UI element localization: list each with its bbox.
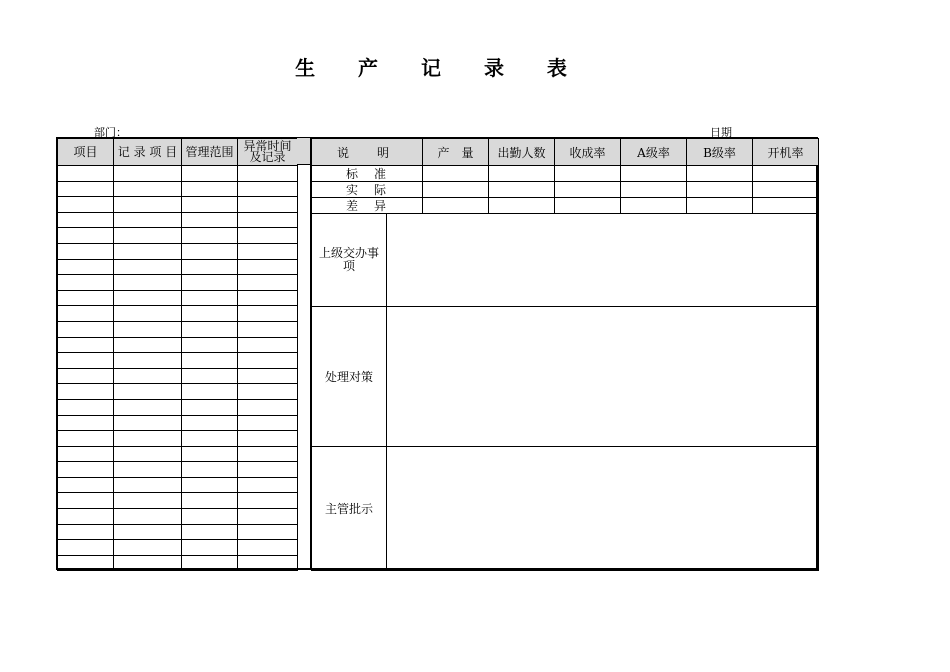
cell[interactable] xyxy=(114,493,182,509)
table-row xyxy=(58,259,298,275)
cell[interactable] xyxy=(58,524,114,540)
table-row xyxy=(58,212,298,228)
cell[interactable] xyxy=(182,431,238,447)
table-row xyxy=(58,462,298,478)
cell[interactable] xyxy=(182,493,238,509)
header-attendance: 出勤人数 xyxy=(489,139,555,166)
cell[interactable] xyxy=(182,524,238,540)
cell[interactable] xyxy=(58,493,114,509)
cell[interactable] xyxy=(238,384,298,400)
cell[interactable] xyxy=(114,509,182,525)
table-row xyxy=(58,181,298,197)
cell[interactable] xyxy=(238,321,298,337)
cell[interactable] xyxy=(114,275,182,291)
cell[interactable] xyxy=(182,415,238,431)
header-b-grade-rate: B级率 xyxy=(687,139,753,166)
table-row xyxy=(58,384,298,400)
cell[interactable] xyxy=(114,415,182,431)
cell[interactable] xyxy=(238,540,298,556)
cell[interactable] xyxy=(182,540,238,556)
cell[interactable] xyxy=(621,166,687,182)
cell[interactable] xyxy=(58,353,114,369)
cell[interactable] xyxy=(555,182,621,198)
cell[interactable] xyxy=(238,446,298,462)
production-summary-table xyxy=(311,138,819,571)
cell[interactable] xyxy=(753,182,819,198)
cell[interactable] xyxy=(238,243,298,259)
cell[interactable] xyxy=(423,166,489,182)
cell[interactable] xyxy=(182,275,238,291)
table-row xyxy=(58,493,298,509)
cell[interactable] xyxy=(114,321,182,337)
cell[interactable] xyxy=(58,384,114,400)
cell[interactable] xyxy=(182,384,238,400)
cell[interactable] xyxy=(182,166,238,182)
cell[interactable] xyxy=(238,259,298,275)
cell[interactable] xyxy=(489,198,555,214)
cell[interactable] xyxy=(238,431,298,447)
cell[interactable] xyxy=(238,212,298,228)
cell[interactable] xyxy=(238,166,298,182)
cell[interactable] xyxy=(753,198,819,214)
cell[interactable] xyxy=(114,399,182,415)
cell[interactable] xyxy=(114,540,182,556)
table-row xyxy=(58,446,298,462)
cell[interactable] xyxy=(114,243,182,259)
cell[interactable] xyxy=(58,337,114,353)
table-row xyxy=(58,368,298,384)
cell[interactable] xyxy=(182,477,238,493)
cell[interactable] xyxy=(58,446,114,462)
cell[interactable] xyxy=(58,509,114,525)
cell[interactable] xyxy=(238,228,298,244)
page-title: 生 产 记 录 表 xyxy=(295,56,585,80)
cell[interactable] xyxy=(687,198,753,214)
cell[interactable] xyxy=(58,431,114,447)
cell[interactable] xyxy=(114,384,182,400)
cell[interactable] xyxy=(182,321,238,337)
table-row xyxy=(58,321,298,337)
cell[interactable] xyxy=(238,306,298,322)
table-row xyxy=(58,243,298,259)
cell[interactable] xyxy=(58,555,114,571)
dept-label: 部门： xyxy=(94,126,127,139)
cell[interactable] xyxy=(489,166,555,182)
table-row xyxy=(58,431,298,447)
cell[interactable] xyxy=(238,509,298,525)
cell[interactable] xyxy=(114,555,182,571)
cell[interactable] xyxy=(114,212,182,228)
cell[interactable] xyxy=(58,462,114,478)
cell[interactable] xyxy=(238,275,298,291)
row-actual: 实 际 xyxy=(312,182,423,198)
cell[interactable] xyxy=(182,509,238,525)
cell[interactable] xyxy=(114,462,182,478)
header-control-range: 管理范围 xyxy=(182,139,238,166)
cell[interactable] xyxy=(182,212,238,228)
section-assigned-tasks: 上级交办事项 xyxy=(312,214,387,307)
header-abnormal-time: 异常时间及记录 xyxy=(238,139,298,166)
header-item: 项目 xyxy=(58,139,114,166)
cell[interactable] xyxy=(114,431,182,447)
cell[interactable] xyxy=(58,181,114,197)
section-countermeasures: 处理对策 xyxy=(312,307,387,447)
cell[interactable] xyxy=(114,353,182,369)
table-row xyxy=(58,555,298,571)
cell[interactable] xyxy=(58,243,114,259)
cell[interactable] xyxy=(687,166,753,182)
cell[interactable] xyxy=(114,259,182,275)
table-row xyxy=(58,166,298,182)
cell[interactable] xyxy=(182,368,238,384)
cell[interactable] xyxy=(114,337,182,353)
cell[interactable] xyxy=(58,540,114,556)
section-supervisor-approval: 主管批示 xyxy=(312,447,387,571)
cell[interactable] xyxy=(182,290,238,306)
header-uptime-rate: 开机率 xyxy=(753,139,819,166)
column-spacer xyxy=(297,138,311,570)
cell[interactable] xyxy=(182,353,238,369)
cell[interactable] xyxy=(114,181,182,197)
cell[interactable] xyxy=(238,181,298,197)
cell[interactable] xyxy=(238,290,298,306)
cell[interactable] xyxy=(621,198,687,214)
cell[interactable] xyxy=(182,197,238,213)
cell[interactable] xyxy=(114,290,182,306)
table-row xyxy=(58,415,298,431)
cell[interactable] xyxy=(182,337,238,353)
cell[interactable] xyxy=(114,197,182,213)
cell[interactable] xyxy=(182,446,238,462)
cell[interactable] xyxy=(182,228,238,244)
cell[interactable] xyxy=(182,399,238,415)
cell[interactable] xyxy=(182,243,238,259)
cell[interactable] xyxy=(58,259,114,275)
table-row xyxy=(58,197,298,213)
cell[interactable] xyxy=(114,368,182,384)
cell[interactable] xyxy=(58,477,114,493)
header-description: 说 明 xyxy=(312,139,423,166)
item-record-table xyxy=(57,138,298,571)
cell[interactable] xyxy=(238,462,298,478)
cell[interactable] xyxy=(238,337,298,353)
cell[interactable] xyxy=(58,399,114,415)
cell[interactable] xyxy=(58,228,114,244)
cell[interactable] xyxy=(58,212,114,228)
cell[interactable] xyxy=(753,166,819,182)
cell[interactable] xyxy=(555,166,621,182)
cell[interactable] xyxy=(182,259,238,275)
cell[interactable] xyxy=(58,197,114,213)
cell[interactable] xyxy=(238,415,298,431)
cell[interactable] xyxy=(114,446,182,462)
cell[interactable] xyxy=(238,353,298,369)
cell[interactable] xyxy=(114,228,182,244)
table-row xyxy=(58,540,298,556)
table-row xyxy=(58,290,298,306)
header-output: 产 量 xyxy=(423,139,489,166)
cell[interactable] xyxy=(238,197,298,213)
date-label: 日期 xyxy=(710,126,732,139)
cell[interactable] xyxy=(58,321,114,337)
cell[interactable] xyxy=(114,166,182,182)
record-form xyxy=(56,137,818,570)
cell[interactable] xyxy=(182,462,238,478)
table-row xyxy=(58,477,298,493)
cell[interactable] xyxy=(555,198,621,214)
cell[interactable] xyxy=(238,399,298,415)
cell[interactable] xyxy=(114,477,182,493)
countermeasures-field[interactable] xyxy=(387,307,819,447)
table-row xyxy=(58,275,298,291)
table-row xyxy=(58,399,298,415)
cell[interactable] xyxy=(58,306,114,322)
assigned-tasks-field[interactable] xyxy=(387,214,819,307)
cell[interactable] xyxy=(687,182,753,198)
cell[interactable] xyxy=(238,555,298,571)
cell[interactable] xyxy=(114,524,182,540)
table-row xyxy=(58,306,298,322)
row-difference: 差 异 xyxy=(312,198,423,214)
cell[interactable] xyxy=(114,306,182,322)
cell[interactable] xyxy=(182,306,238,322)
cell[interactable] xyxy=(58,415,114,431)
table-row xyxy=(58,353,298,369)
cell[interactable] xyxy=(238,524,298,540)
header-a-grade-rate: A级率 xyxy=(621,139,687,166)
cell[interactable] xyxy=(58,368,114,384)
table-row xyxy=(58,524,298,540)
table-row xyxy=(58,337,298,353)
cell[interactable] xyxy=(423,182,489,198)
cell[interactable] xyxy=(182,181,238,197)
cell[interactable] xyxy=(238,477,298,493)
cell[interactable] xyxy=(58,275,114,291)
header-yield-rate: 收成率 xyxy=(555,139,621,166)
cell[interactable] xyxy=(58,166,114,182)
cell[interactable] xyxy=(58,290,114,306)
cell[interactable] xyxy=(423,198,489,214)
table-row xyxy=(58,509,298,525)
supervisor-approval-field[interactable] xyxy=(387,447,819,571)
cell[interactable] xyxy=(238,368,298,384)
table-row xyxy=(58,228,298,244)
cell[interactable] xyxy=(238,493,298,509)
header-record-item: 记 录 项 目 xyxy=(114,139,182,166)
cell[interactable] xyxy=(489,182,555,198)
cell[interactable] xyxy=(621,182,687,198)
row-standard: 标 准 xyxy=(312,166,423,182)
cell[interactable] xyxy=(182,555,238,571)
